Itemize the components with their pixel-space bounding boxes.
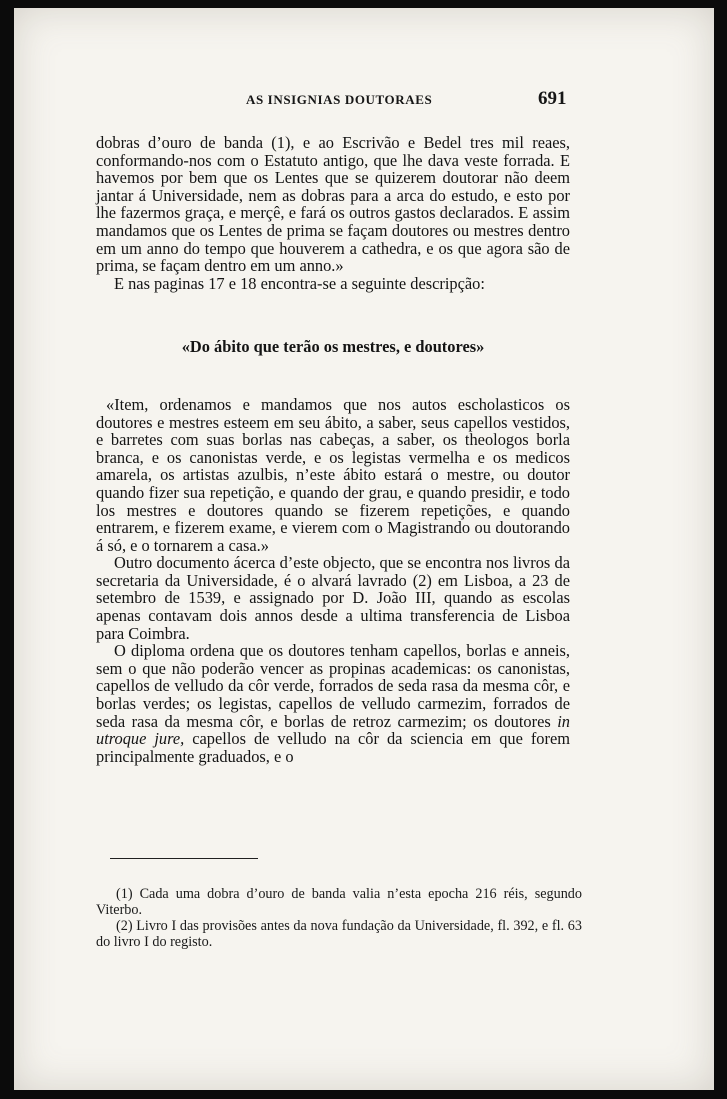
page-number: 691 (538, 88, 567, 109)
paragraph: dobras d’ouro de banda (1), e ao Escrivão e Bedel tres mil reaes, conformando-nos com o Estatuto antigo, que lhe dava veste forrada. E havemos por bem que os Lentes que se quizerem doutorar não deem jantar á Universidade, nem as dobras para a arca do estudo, e esto por lhe fazermos graça, e merçê, e fará os outros gastos declarados. E assim mandamos que os Lentes de prima se façam doutores ou mestres dentro em um anno do tempo que houverem a cathedra, e os que agora são de prima, se façam dentro em um anno.» (96, 133, 570, 276)
paragraph-text: O diploma ordena que os doutores tenham capellos, borlas e anneis, sem o que não poderão vencer as propinas academicas: os canonistas, capellos de velludo da côr verde, forrados de seda rasa da mesma côr, e borlas verdes; os legistas, capellos de velludo carmezim, forrados de seda rasa da mesma côr, e borlas de retroz carmezim; os doutores (96, 641, 570, 731)
section-heading: «Do ábito que terão os mestres, e doutores» (181, 337, 485, 357)
paragraph: Outro documento ácerca d’este objecto, que se encontra nos livros da secretaria da Universidade, é o alvará lavrado (2) em Lisboa, a 23 de setembro de 1539, e assignado por D. João III, quando as escolas apenas contavam dois annos desde a ultima transferencia de Lisboa para Coimbra. (96, 553, 570, 643)
quoted-paragraph: «Item, ordenamos e mandamos que nos autos escholasticos os doutores e mestres esteem em seu ábito, a saber, seus capellos vestidos, e barretes com suas borlas nas cabeças, a saber, os theologos borla branca, e os canonistas verde, e os legistas vermelha e os medicos amarela, os artistas azulbis, n’este ábito estará o mestre, ou doutor quando fizer sua repetição, e quando der grau, e quando presidir, e todo los mestres e doutores quando se fizerem repetições, e quando entrarem, e fizerem exame, e vierem com o Magistrando ou doutorando á só, e o tornarem a casa.» (96, 394, 570, 555)
footnotes (96, 886, 582, 950)
page-header (14, 88, 714, 116)
paragraph: E nas paginas 17 e 18 encontra-se a seguinte descripção: (114, 273, 485, 293)
footnote-divider (110, 858, 258, 859)
book-page (14, 8, 714, 1090)
running-title: AS INSIGNIAS DOUTORAES (246, 92, 433, 107)
main-text (96, 134, 570, 765)
paragraph (96, 642, 570, 765)
latin-phrase: in utroque jure, (96, 711, 570, 749)
footnote: (2) Livro I das provisões antes da nova fundação da Universidade, fl. 392, e fl. 63 do livro I do registo. (96, 918, 582, 950)
footnote: (1) Cada uma dobra d’ouro de banda valia n’esta epocha 216 réis, segundo Viterbo. (96, 886, 582, 918)
paragraph-text: capellos de velludo na côr da sciencia em que forem principalmente graduados, e o (96, 729, 570, 766)
